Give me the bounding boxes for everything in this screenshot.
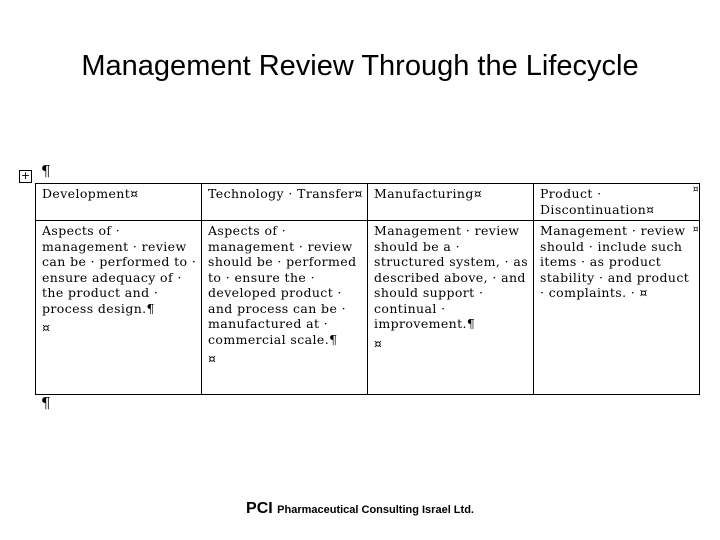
cell-end-mark: ¤ — [208, 351, 217, 366]
footer-company: PCI — [246, 500, 273, 517]
footer — [0, 500, 720, 518]
footer-company-name: Pharmaceutical Consulting Israel Ltd. — [277, 504, 474, 516]
header-development[interactable]: Development¤ — [36, 184, 202, 221]
cell-development[interactable] — [36, 221, 202, 395]
cell-product-discontinuation[interactable] — [534, 221, 700, 395]
header-product-discontinuation[interactable]: Product · Discontinuation¤ — [534, 184, 700, 221]
header-manufacturing[interactable]: Manufacturing¤ — [368, 184, 534, 221]
cell-manufacturing[interactable] — [368, 221, 534, 395]
cell-product-discontinuation-text: Management · review should · include such items · as product stability · and product · complaints. · ¤ — [540, 223, 690, 300]
paragraph-mark-bottom: ¶ — [41, 394, 51, 412]
lifecycle-table — [35, 183, 700, 395]
header-technology-transfer[interactable]: Technology · Transfer¤ — [202, 184, 368, 221]
table-move-handle-icon[interactable]: + — [20, 169, 31, 182]
cell-end-mark: ¤ — [42, 320, 51, 335]
slide-title: Management Review Through the Lifecycle — [81, 50, 639, 82]
cell-technology-transfer-text: Aspects of · management · review should be · performed to · ensure the · developed product · and process can be · manufactured at · commercial scale.¶ — [208, 223, 357, 347]
row-end-mark-body: ¤ — [690, 226, 701, 232]
table-body-row — [36, 221, 700, 395]
row-end-mark-header: ¤ — [690, 186, 701, 192]
cell-manufacturing-text: Management · review should be a · structured system, · as described above, · and should support · continual · improvement.¶ — [374, 223, 529, 331]
cell-end-mark: ¤ — [374, 335, 383, 351]
table-header-row — [36, 184, 700, 221]
cell-development-text: Aspects of · management · review can be · performed to · ensure adequacy of · the product and · process design.¶ — [42, 223, 197, 316]
cell-technology-transfer[interactable] — [202, 221, 368, 395]
paragraph-mark-top: ¶ — [41, 162, 51, 180]
